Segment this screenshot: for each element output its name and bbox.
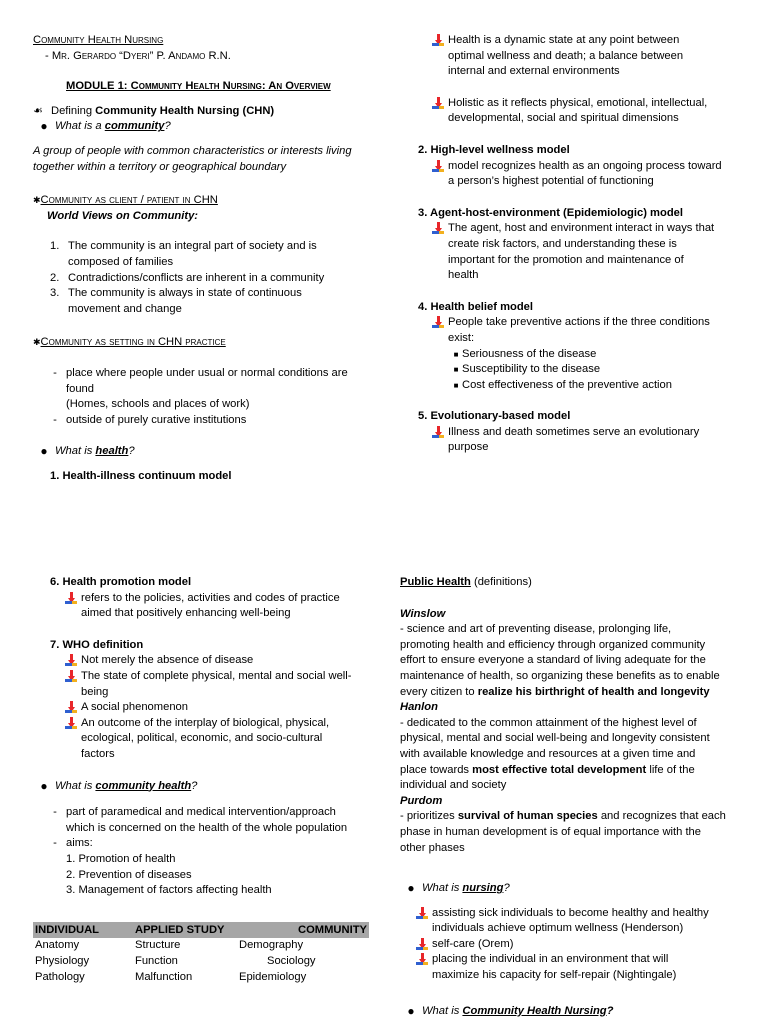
model-2-title: 2. High-level wellness model: [418, 143, 570, 156]
list-item: assisting sick individuals to become healthy and healthy individuals achieve optimum wellness (Henderson): [416, 906, 762, 937]
model-4-sublist: [418, 347, 763, 394]
list-item: Not merely the absence of disease: [65, 653, 383, 669]
list-item: People take preventive actions if the three conditions exist:: [418, 315, 763, 346]
course-title: Community Health Nursing: [33, 34, 164, 46]
top-left-column: [33, 33, 383, 484]
list-item: Health is a dynamic state at any point between optimal wellness and death; a balance between internal and external environments: [432, 33, 763, 80]
bullet-dot-icon: ●: [40, 778, 48, 793]
arrow-bullet-icon: [65, 716, 81, 730]
question-community-health: ● What is community health?: [33, 779, 383, 795]
list-item: placing the individual in an environment that will maximize his capacity for self-repair (Nightingale): [416, 952, 762, 983]
list-item: refers to the policies, activities and codes of practice aimed that positively enhancing well-being: [33, 591, 383, 622]
list-item: The agent, host and environment interact in ways that create risk factors, and understanding these is important for the promotion and maintenance of health: [418, 221, 763, 283]
list-item: An outcome of the interplay of biological, physical, ecological, political, economic, and socio-cultural factors: [65, 716, 383, 763]
community-definition: A group of people with common characteristics or interests living together within a territory or geographical boundary: [33, 144, 352, 173]
setting-list: [33, 366, 383, 428]
square-bullet-icon: ■: [453, 380, 459, 390]
bullet-dot-icon: ●: [40, 444, 48, 459]
question-community: ● What is a community?: [33, 119, 383, 135]
table-header: APPLIED STUDY: [133, 922, 237, 938]
model-4-title: 4. Health belief model: [418, 300, 534, 313]
list-item: 2. Contradictions/conflicts are inherent in a community: [50, 271, 325, 284]
top-right-column: [418, 33, 763, 456]
table-row: Anatomy Structure Demography: [35, 939, 304, 952]
list-item: ■ Susceptibility to the disease: [450, 362, 763, 378]
nursing-list: [400, 906, 762, 984]
list-item: ■ Seriousness of the disease: [450, 347, 763, 363]
winslow-definition: - science and art of preventing disease, prolonging life, promoting health and efficiency through organized community effort to ensure everyone a standard of living adequate for the maintenance of health, so organizing these benefits as to enable every citizen to realize his birthright of health and longevity: [400, 623, 720, 698]
arrow-bullet-icon: [432, 96, 448, 110]
winslow-heading: Winslow: [400, 607, 446, 620]
square-bullet-icon: ■: [453, 349, 459, 359]
applied-study-table: [33, 922, 369, 985]
purdom-heading: Purdom: [400, 794, 443, 807]
list-item: Holistic as it reflects physical, emotional, intellectual, developmental, social and spiritual dimensions: [432, 96, 763, 127]
world-views-list: [33, 239, 383, 317]
health-intro-list: [418, 33, 763, 127]
list-item: - place where people under usual or normal conditions are found (Homes, schools and places of work): [53, 366, 348, 411]
list-item: 1. Promotion of health: [66, 852, 176, 865]
arrow-bullet-icon: [432, 159, 448, 173]
table-header: COMMUNITY: [237, 922, 369, 938]
list-item: Illness and death sometimes serve an evolutionary purpose: [418, 425, 763, 456]
list-item: self-care (Orem): [416, 937, 762, 953]
hanlon-heading: Hanlon: [400, 701, 438, 714]
question-health: ● What is health?: [33, 444, 383, 460]
module-title: MODULE 1: Community Health Nursing: An Overview: [66, 80, 331, 93]
public-health-heading: Public Health (definitions): [400, 576, 532, 588]
list-item: ■ Cost effectiveness of the preventive action: [450, 378, 763, 394]
list-item: 3. Management of factors affecting health: [66, 884, 272, 897]
question-nursing: ● What is nursing?: [400, 881, 762, 897]
author-line: [33, 49, 383, 65]
aims-list: [33, 852, 383, 899]
world-views-heading: World Views on Community:: [47, 209, 199, 222]
list-item: - part of paramedical and medical intervention/approach which is concerned on the health of the whole population: [53, 806, 348, 834]
purdom-definition: - prioritizes survival of human species and recognizes that each phase in human development is of equal importance with the other phases: [400, 810, 726, 854]
asterisk-icon: ✱: [33, 195, 41, 206]
list-item: 2. Prevention of diseases: [66, 868, 192, 881]
chn-term: Community Health Nursing (CHN): [95, 104, 275, 117]
square-bullet-icon: ■: [453, 365, 459, 375]
list-item: The state of complete physical, mental and social well- being: [65, 669, 383, 700]
hanlon-definition: - dedicated to the common attainment of the highest level of physical, mental and social well-being and longevity consistent with available knowledge and resources at a given time and place towards most effective total development life of the individual and society: [400, 716, 710, 792]
list-item: - outside of purely curative institutions: [53, 413, 247, 426]
model-1-title: 1. Health-illness continuum model: [50, 469, 232, 482]
bullet-dot-icon: ●: [407, 1003, 415, 1018]
arrow-bullet-icon: [416, 906, 432, 920]
arrow-bullet-icon: [432, 33, 448, 47]
list-item: A social phenomenon: [65, 700, 383, 716]
setting-heading: ✱Community as setting in CHN practice: [33, 336, 226, 349]
who-list: [33, 653, 383, 762]
model-3-title: 3. Agent-host-environment (Epidemiologic) model: [418, 206, 683, 219]
model-7-title: 7. WHO definition: [50, 638, 144, 651]
table-row: Physiology Function Sociology: [35, 955, 316, 968]
model-5-title: 5. Evolutionary-based model: [418, 410, 571, 423]
scroll-icon: ☙: [33, 104, 44, 117]
list-item: - aims:: [53, 837, 93, 850]
model-6-title: 6. Health promotion model: [50, 576, 192, 588]
defining-heading: ☙ Defining Community Health Nursing (CHN): [33, 104, 383, 120]
arrow-bullet-icon: [65, 591, 81, 605]
arrow-bullet-icon: [416, 952, 432, 966]
arrow-bullet-icon: [432, 425, 448, 439]
arrow-bullet-icon: [65, 700, 81, 714]
client-heading: ✱Community as client / patient in CHN: [33, 194, 218, 207]
bullet-dot-icon: ●: [407, 881, 415, 896]
arrow-bullet-icon: [432, 221, 448, 235]
table-row: Pathology Malfunction Epidemiology: [35, 970, 307, 983]
question-chn: ● What is Community Health Nursing?: [400, 1004, 762, 1020]
arrow-bullet-icon: [432, 315, 448, 329]
list-item: model recognizes health as an ongoing process toward a person’s highest potential of functioning: [418, 159, 763, 190]
arrow-bullet-icon: [416, 937, 432, 951]
bottom-left-column: [33, 575, 383, 984]
arrow-bullet-icon: [65, 669, 81, 683]
community-health-list: [33, 805, 383, 852]
bottom-right-column: [400, 575, 762, 1019]
table-header-row: [33, 922, 369, 938]
asterisk-icon: ✱: [33, 337, 41, 348]
arrow-bullet-icon: [65, 653, 81, 667]
list-item: 3. The community is always in state of continuous movement and change: [50, 287, 302, 315]
author: - Mr. Gerardo “Dyeri” P. Andamo R.N.: [45, 49, 231, 62]
list-item: 1. The community is an integral part of society and is composed of families: [50, 240, 317, 268]
table-header: INDIVIDUAL: [33, 922, 133, 938]
bullet-dot-icon: ●: [40, 119, 48, 134]
